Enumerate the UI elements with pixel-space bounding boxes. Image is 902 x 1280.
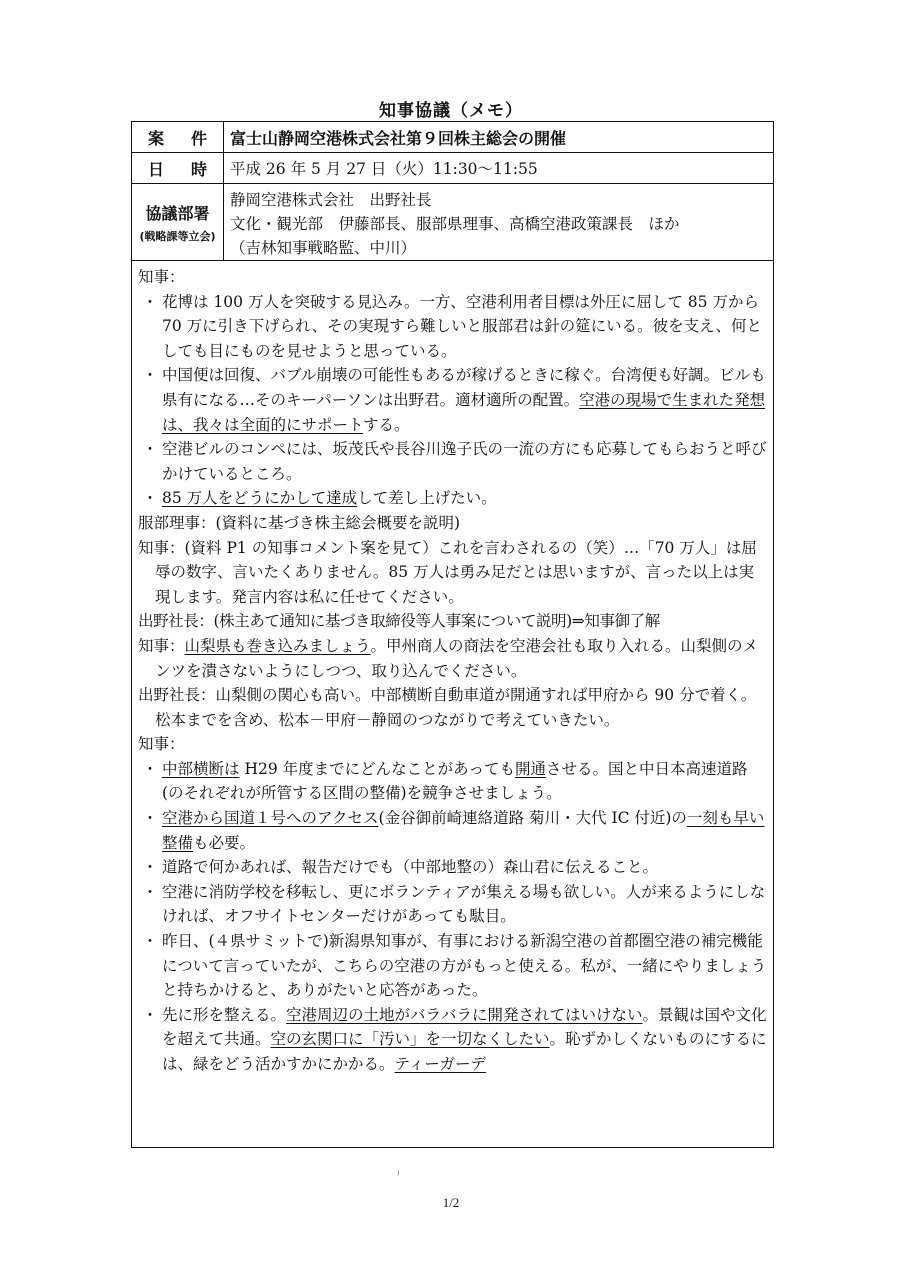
dept-value [224, 184, 773, 260]
paragraph: 知事：山梨県も巻き込みましょう。甲州商人の商法を空港会社も取り入れる。山梨側のメンツを潰さないようにしつつ、取り込んでください。 [138, 636, 759, 680]
bullet-item: ・ 花博は 100 万人を突破する見込み。一方、空港利用者目標は外圧に屈して 85 万から 70 万に引き下げられ、その実現すら難しいと服部君は針の筵にいる。彼を支え、何としても目にものを見せようと思っている。 [142, 292, 763, 360]
date-label: 日 時 [132, 153, 224, 183]
case-value: 富士山静岡空港株式会社第９回株主総会の開催 [230, 128, 567, 148]
bullet-item: ・ 85 万人をどうにかして達成して差し上げたい。 [142, 489, 497, 508]
speaker-label: 知事： [138, 735, 185, 754]
paragraph: 知事：(資料 P1 の知事コメント案を見て）これを言わされるの（笑）…「70 万人」は屈辱の数字、言いたくありません。85 万人は勇み足だとは思いますが、言った以上は実現します。発言内容は私に任せてください。 [138, 538, 757, 606]
bullet-item: ・ 中部横断は H29 年度までにどんなことがあっても開通させる。国と中日本高速道路(のそれぞれが所管する区間の整備)を競争させましょう。 [142, 759, 748, 803]
bullet-item: ・ 空港から国道１号へのアクセス(金谷御前崎連絡道路 菊川・大代 IC 付近)の一刻も早い整備も必要。 [142, 809, 765, 852]
dept-line: 静岡空港株式会社 出野社長 [230, 191, 432, 209]
speaker-label: 知事： [138, 268, 185, 286]
case-label: 案 件 [132, 122, 224, 152]
date-row [132, 153, 773, 184]
document-title: 知事協議（メモ） [379, 101, 523, 121]
dept-row [132, 184, 773, 261]
bullet-item: ・ 中国便は回復、バブル崩壊の可能性もあるが稼げるときに稼ぐ。台湾便も好調。ビルも県有になる…そのキーパーソンは出野君。適材適所の配置。空港の現場で生まれた発想は、我々は全面的にサポートする。 [142, 366, 766, 434]
dept-line: （吉林知事戦略監、中川） [230, 239, 417, 257]
page-number: 1/2 [442, 1195, 460, 1210]
dept-label: 協議部署 (戦略課等立会) [132, 184, 224, 260]
bullet-item: ・ 道路で何かあれば、報告だけでも（中部地整の）森山君に伝えること。 [142, 858, 659, 877]
date-value: 平成 26 年 5 月 27 日（火）11:30～11:55 [230, 160, 538, 178]
memo-table [131, 121, 774, 1148]
bullet-item: ・ 空港に消防学校を移転し、更にボランティアが集える場も欲しい。人が来るようにしなければ、オフサイトセンターだけがあっても駄目。 [142, 882, 766, 926]
memo-body [132, 261, 773, 1077]
case-row [132, 122, 773, 153]
scan-mark: ⁾ [397, 1170, 400, 1181]
paragraph: 服部理事：(資料に基づき株主総会概要を説明) [138, 513, 461, 532]
bullet-item: ・ 昨日、(４県サミットで)新潟県知事が、有事における新潟空港の首都圏空港の補完機能について言っていたが、こちらの空港の方がもっと使える。私が、一緒にやりましょうと持ちかけると、ありがたいと応答があった。 [142, 932, 767, 1000]
bullet-item: ・ 先に形を整える。空港周辺の土地がバラバラに開発されてはいけない。景観は国や文化を超えて共通。空の玄関口に「汚い」を一切なくしたい。恥ずかしくないものにするには、緑をどう活かすかにかかる。ティーガーデ [142, 1005, 767, 1073]
paragraph: 出野社長：山梨側の関心も高い。中部横断自動車道が開通すれば甲府から 90 分で着く。松本までを含め、松本－甲府－静岡のつながりで考えていきたい。 [138, 686, 757, 729]
bullet-item: ・ 空港ビルのコンペには、坂茂氏や長谷川逸子氏の一流の方にも応募してもらおうと呼びかけているところ。 [142, 440, 767, 483]
paragraph: 出野社長：(株主あて通知に基づき取締役等人事案について説明)⇒知事御了解 [138, 612, 660, 631]
dept-line: 文化・観光部 伊藤部長、服部県理事、高橋空港政策課長 ほか [230, 215, 680, 233]
dept-sublabel: (戦略課等立会) [139, 229, 216, 243]
